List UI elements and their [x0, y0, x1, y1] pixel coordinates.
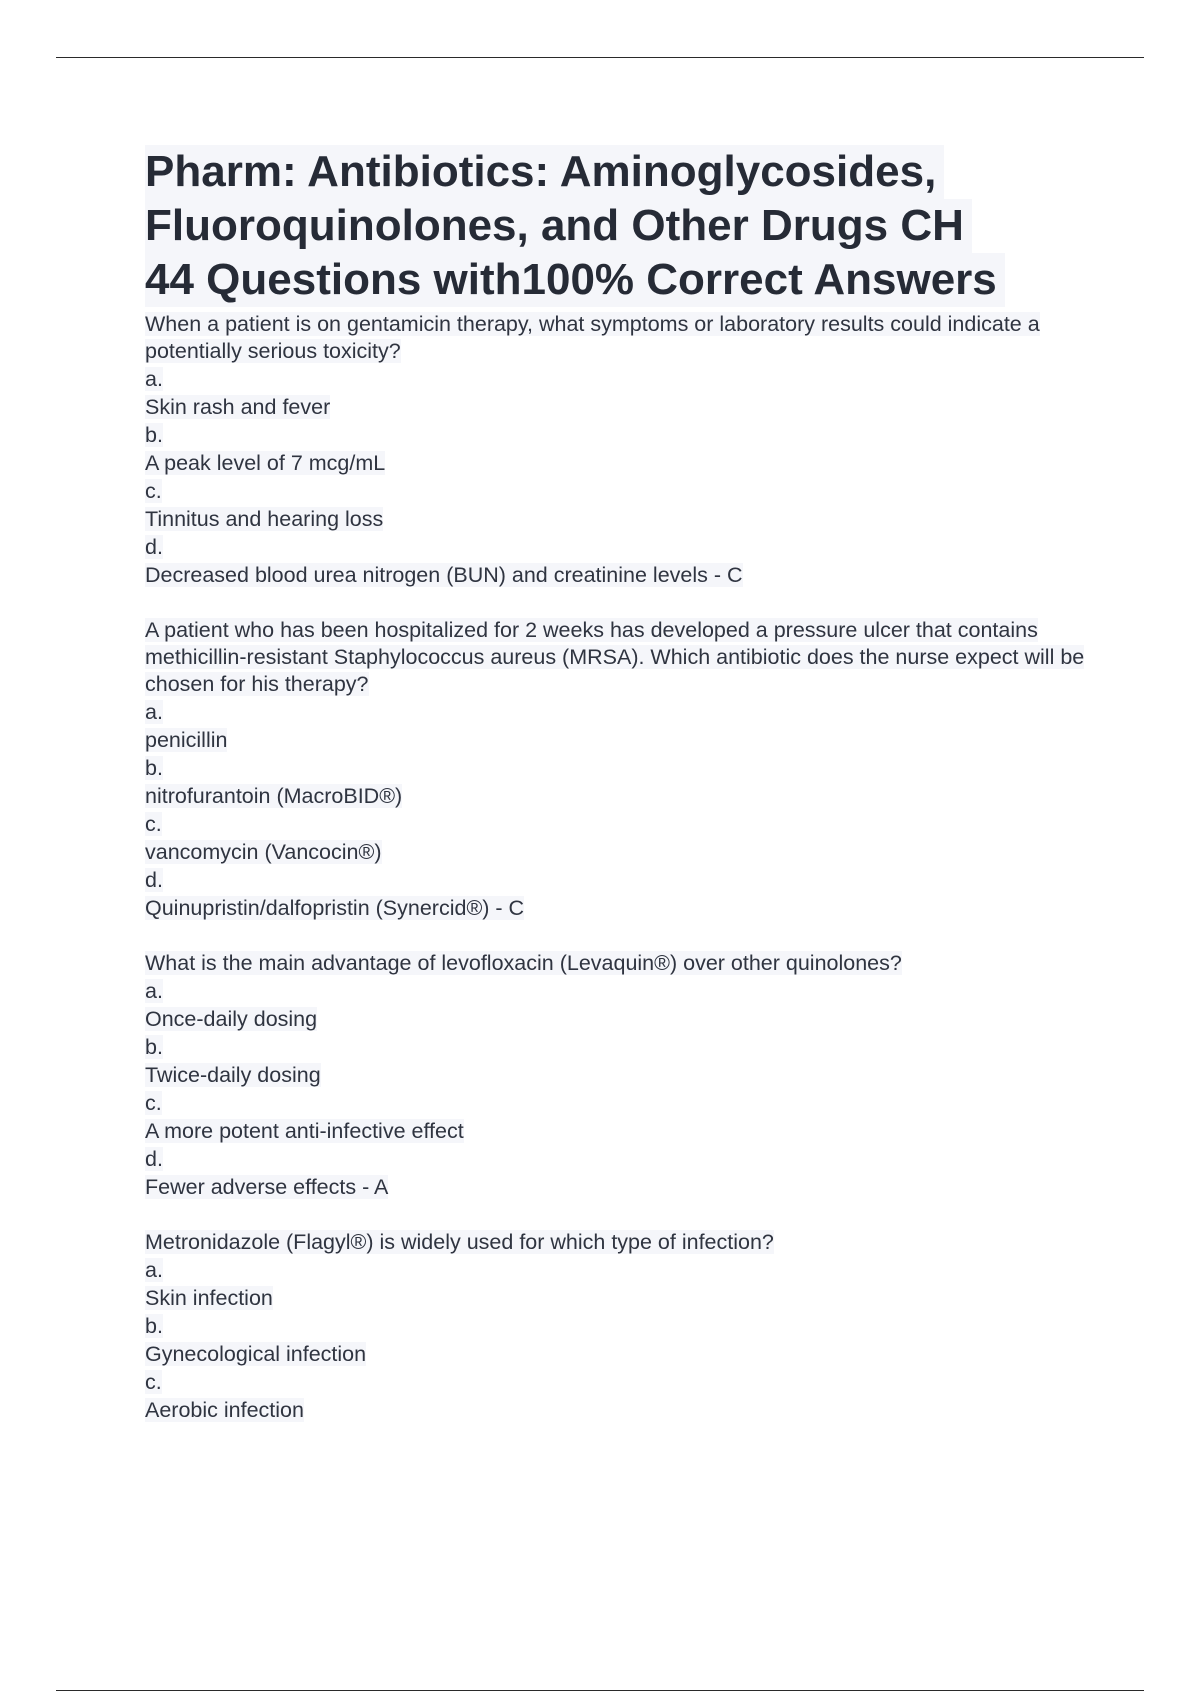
option-text [145, 1284, 1095, 1312]
option-letter-text: c. [145, 812, 162, 836]
option-text [145, 782, 1095, 810]
document-title [145, 145, 1095, 307]
question-text-span: What is the main advantage of levofloxacin (Levaquin®) over other quinolones? [145, 951, 902, 975]
option-text-span: Tinnitus and hearing loss [145, 507, 384, 531]
option-text [145, 1117, 1095, 1145]
option-text [145, 1061, 1095, 1089]
question-text [145, 617, 1095, 698]
title-line: 44 Questions with100% Correct Answers [145, 253, 1005, 307]
question-text-span: Metronidazole (Flagyl®) is widely used for which type of infection? [145, 1230, 774, 1254]
option-text-span: vancomycin (Vancocin®) [145, 840, 382, 864]
option-letter-text: b. [145, 756, 163, 780]
option-text-span: penicillin [145, 728, 228, 752]
top-rule [56, 57, 1144, 58]
option-letter [145, 754, 1095, 782]
option-letter [145, 1089, 1095, 1117]
question-text [145, 1229, 1095, 1256]
option-letter-text: b. [145, 423, 163, 447]
option-letter-text: a. [145, 979, 163, 1003]
option-text [145, 1173, 1095, 1201]
option-text-span: A peak level of 7 mcg/mL [145, 451, 386, 475]
option-letter [145, 1312, 1095, 1340]
option-text [145, 505, 1095, 533]
option-text-span: Aerobic infection [145, 1398, 304, 1422]
option-letter-text: a. [145, 367, 163, 391]
option-letter-text: d. [145, 868, 163, 892]
option-letter [145, 365, 1095, 393]
option-letter [145, 1145, 1095, 1173]
option-text [145, 561, 1095, 589]
option-letter [145, 977, 1095, 1005]
option-letter [145, 421, 1095, 449]
question-block [145, 950, 1095, 1201]
option-text-span: Decreased blood urea nitrogen (BUN) and creatinine levels - C [145, 563, 743, 587]
option-text-span: Quinupristin/dalfopristin (Synercid®) - C [145, 896, 525, 920]
option-letter-text: c. [145, 1370, 162, 1394]
option-text [145, 726, 1095, 754]
option-text [145, 1396, 1095, 1424]
option-text-span: Fewer adverse effects - A [145, 1175, 389, 1199]
option-text-span: Skin rash and fever [145, 395, 331, 419]
question-text [145, 950, 1095, 977]
option-letter-text: c. [145, 479, 162, 503]
document-content [145, 145, 1095, 1452]
option-letter-text: c. [145, 1091, 162, 1115]
option-text [145, 393, 1095, 421]
option-letter-text: b. [145, 1314, 163, 1338]
question-block [145, 1229, 1095, 1424]
option-text-span: nitrofurantoin (MacroBID®) [145, 784, 403, 808]
option-letter [145, 1256, 1095, 1284]
option-letter-text: a. [145, 1258, 163, 1282]
option-letter [145, 866, 1095, 894]
option-text-span: Skin infection [145, 1286, 273, 1310]
question-text-span: A patient who has been hospitalized for 2 weeks has developed a pressure ulcer that contains methicillin-resistant Staphylococcus aureus (MRSA). Which antibiotic does the nurse expect will be chosen for his therapy? [145, 618, 1085, 696]
option-letter-text: d. [145, 535, 163, 559]
option-text [145, 1340, 1095, 1368]
option-text [145, 894, 1095, 922]
title-line: Fluoroquinolones, and Other Drugs CH [145, 199, 972, 253]
question-block [145, 311, 1095, 589]
bottom-rule [56, 1690, 1144, 1691]
option-letter-text: d. [145, 1147, 163, 1171]
option-letter-text: b. [145, 1035, 163, 1059]
option-text-span: Gynecological infection [145, 1342, 367, 1366]
option-letter [145, 698, 1095, 726]
option-text-span: A more potent anti-infective effect [145, 1119, 464, 1143]
question-block [145, 617, 1095, 922]
option-letter [145, 477, 1095, 505]
option-text [145, 1005, 1095, 1033]
option-letter [145, 1368, 1095, 1396]
option-text [145, 449, 1095, 477]
option-letter [145, 533, 1095, 561]
question-text-span: When a patient is on gentamicin therapy, what symptoms or laboratory results could indicate a potentially serious toxicity? [145, 312, 1040, 363]
option-text [145, 838, 1095, 866]
option-text-span: Twice-daily dosing [145, 1063, 321, 1087]
option-letter [145, 1033, 1095, 1061]
option-letter-text: a. [145, 700, 163, 724]
question-text [145, 311, 1095, 365]
title-line: Pharm: Antibiotics: Aminoglycosides, [145, 145, 944, 199]
option-letter [145, 810, 1095, 838]
option-text-span: Once-daily dosing [145, 1007, 318, 1031]
